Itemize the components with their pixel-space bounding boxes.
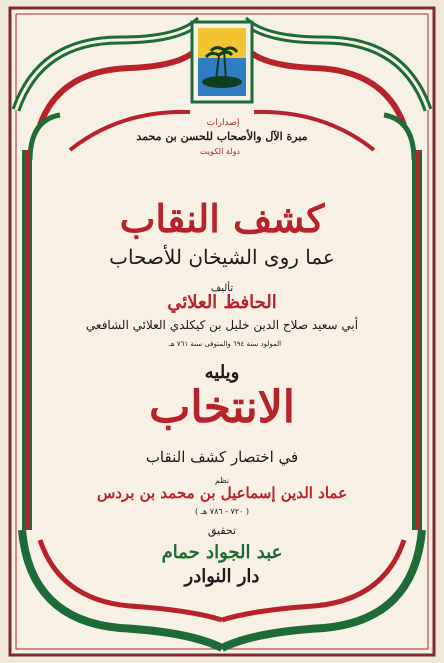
editor-label: تحقيق	[207, 524, 237, 537]
palm-island-emblem	[192, 22, 252, 102]
second-title: الانتخاب	[148, 382, 296, 433]
publisher-label: إصدارات	[206, 118, 240, 128]
author-title: الحافظ العلائي	[167, 292, 277, 313]
editor-name: عبد الجواد حمام	[161, 542, 283, 563]
main-title: كشف النقاب	[119, 196, 325, 241]
arranged-label: نظم	[214, 476, 230, 485]
publisher-name: مبرة الآل والأصحاب للحسن بن محمد	[136, 130, 308, 143]
main-subtitle: عما روى الشيخان للأصحاب	[109, 245, 335, 269]
arranger-dates: ( ٧٢٠ - ٧٨٦ هـ )	[194, 507, 250, 516]
arranger-name: عماد الدين إسماعيل بن محمد بن بردس	[96, 484, 348, 502]
followed-by-label: ويليه	[204, 362, 240, 383]
author-full-name: أبي سعيد صلاح الدين خليل بن كيكلدي العلائي الشافعي	[85, 318, 359, 332]
publishing-house: دار النوادر	[184, 566, 260, 587]
publisher-country: دولة الكويت	[200, 147, 240, 156]
author-label: تأليف	[210, 283, 234, 294]
author-dates: المولود سنة ٦٩٤ والمتوفى سنة ٧٦١ هـ	[168, 340, 282, 348]
second-subtitle: في اختصار كشف النقاب	[145, 448, 299, 466]
